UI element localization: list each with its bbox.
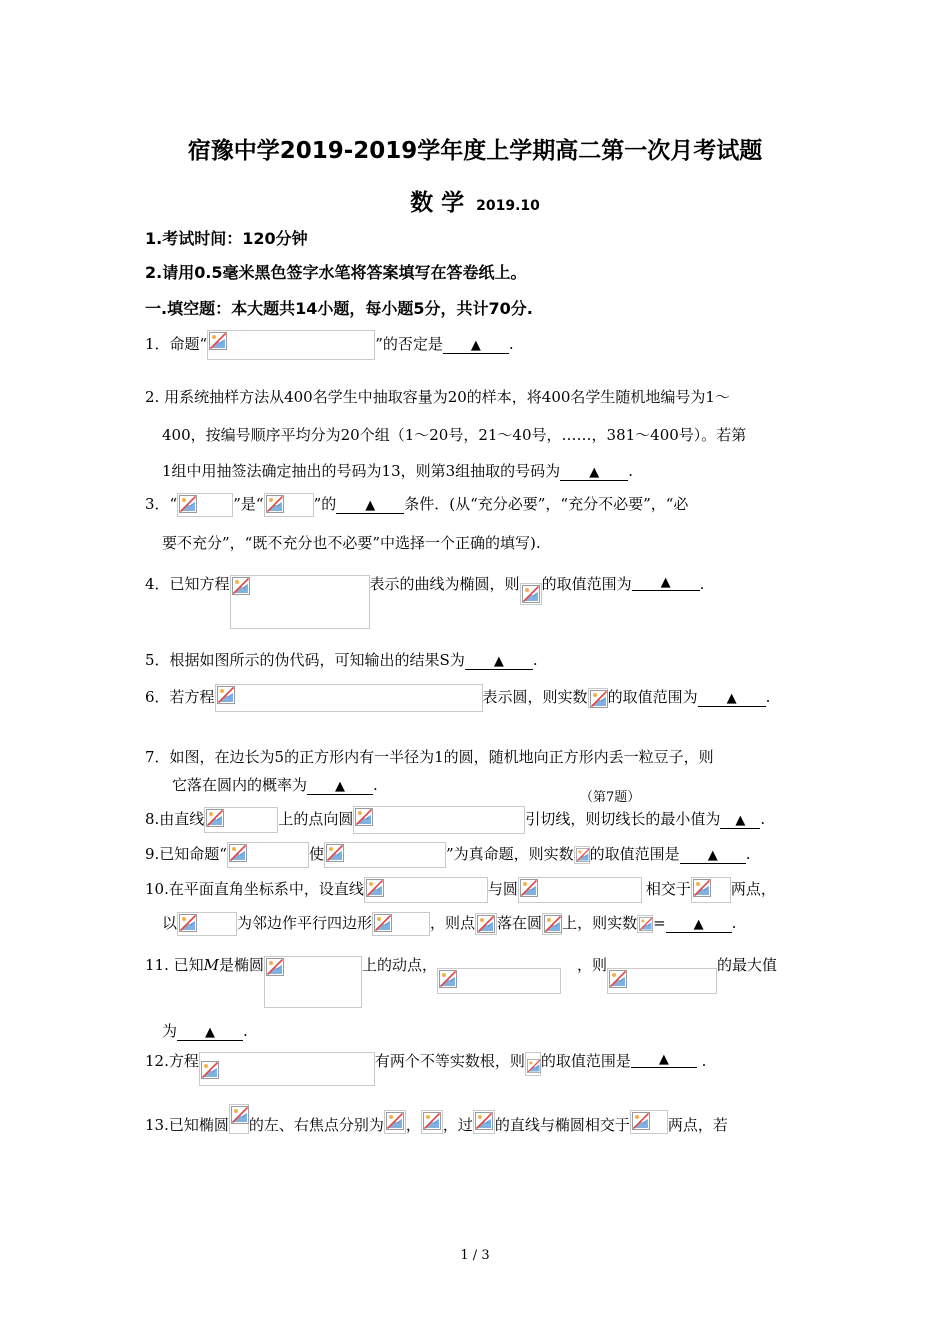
broken-image-icon: [439, 970, 457, 988]
broken-image-icon: [374, 914, 392, 932]
broken-image-icon: [266, 495, 284, 513]
answer-blank: ▲: [307, 779, 373, 795]
broken-image-icon: [266, 958, 284, 976]
broken-image-icon: [475, 1112, 493, 1130]
formula-image: [264, 956, 362, 1008]
broken-image-icon: [544, 915, 562, 933]
question-3-line-1: 3．“ ”是“ ”的 ▲ 条件．(从“充分必要”，“充分不必要”，“必: [145, 493, 688, 517]
broken-image-icon: [232, 577, 250, 595]
answer-blank: ▲: [336, 498, 404, 514]
broken-image-icon: [590, 690, 608, 708]
formula-image: [264, 493, 314, 517]
formula-image: [525, 1052, 541, 1076]
answer-blank: ▲: [632, 575, 700, 591]
formula-image: [384, 1110, 406, 1134]
answer-blank: ▲: [177, 1025, 243, 1041]
broken-image-icon: [639, 917, 653, 931]
broken-image-icon: [179, 914, 197, 932]
broken-image-icon: [520, 879, 538, 897]
question-3-line-2: 要不充分”，“既不充分也不必要”中选择一个正确的填写).: [162, 534, 541, 552]
answer-blank: ▲: [666, 917, 732, 933]
formula-image: [637, 915, 653, 933]
formula-image: [588, 688, 608, 708]
question-6: 6．若方程 表示圆，则实数 的取值范围为 ▲ .: [145, 684, 770, 712]
formula-image: [421, 1110, 443, 1134]
broken-image-icon: [477, 915, 495, 933]
broken-image-icon: [355, 808, 373, 826]
figure-caption: （第7题）: [580, 790, 641, 805]
question-7-line-1: 7．如图，在边长为5的正方形内有一半径为1的圆，随机地向正方形内丢一粒豆子，则: [145, 748, 714, 766]
formula-image: [324, 842, 446, 868]
broken-image-icon: [632, 1112, 650, 1130]
broken-image-icon: [231, 1106, 249, 1124]
broken-image-icon: [201, 1061, 219, 1079]
note-time: 1.考试时间：120分钟: [145, 229, 308, 248]
question-2-line-1: 2. 用系统抽样方法从400名学生中抽取容量为20的样本，将400名学生随机地编号为1～: [145, 388, 730, 406]
note-pen: 2.请用0.5毫米黑色签字水笔将答案填写在答卷纸上。: [145, 263, 527, 282]
formula-image: [475, 913, 497, 935]
broken-image-icon: [326, 844, 344, 862]
broken-image-icon: [423, 1112, 441, 1130]
broken-image-icon: [366, 879, 384, 897]
formula-image: [230, 575, 370, 629]
broken-image-icon: [229, 844, 247, 862]
answer-blank: ▲: [720, 813, 760, 829]
question-13: 13.已知椭圆 的左、右焦点分别为 ， ，过 的直线与椭圆相交于 两点，若: [145, 1104, 728, 1134]
broken-image-icon: [522, 585, 540, 603]
broken-image-icon: [179, 495, 197, 513]
formula-image: [204, 807, 278, 833]
question-2-line-2: 400，按编号顺序平均分为20个组（1～20号，21～40号，……，381～400号）。若第: [162, 426, 747, 444]
subject-label: 数 学: [410, 190, 465, 216]
formula-image: [364, 877, 488, 903]
formula-image: [207, 330, 375, 360]
question-11: 11. 已知M是椭圆 上的动点， ，则 的最大值: [145, 956, 777, 1008]
broken-image-icon: [217, 686, 235, 704]
formula-image: [473, 1110, 495, 1134]
formula-image: [437, 968, 561, 994]
question-2-line-3: 1组中用抽签法确定抽出的号码为13，则第3组抽取的号码为 ▲ .: [162, 462, 633, 480]
answer-blank: ▲: [631, 1052, 697, 1068]
question-4: 4．已知方程 表示的曲线为椭圆，则 的取值范围为 ▲ .: [145, 575, 704, 629]
formula-image: [353, 806, 525, 834]
formula-image: [227, 842, 309, 868]
question-12: 12.方程 有两个不等实数根，则 的取值范围是 ▲ .: [145, 1052, 706, 1086]
formula-image: [229, 1104, 249, 1134]
question-7-line-2: 它落在圆内的概率为 ▲ .: [172, 776, 378, 794]
broken-image-icon: [609, 970, 627, 988]
exam-title: 宿豫中学2019-2019学年度上学期高二第一次月考试题: [187, 138, 763, 164]
broken-image-icon: [206, 809, 224, 827]
broken-image-icon: [693, 879, 711, 897]
formula-image: [542, 913, 562, 935]
page-number: 1 / 3: [460, 1248, 490, 1263]
question-11-line-2: 为 ▲ .: [162, 1022, 248, 1040]
answer-blank: ▲: [443, 338, 509, 354]
answer-blank: ▲: [698, 691, 766, 707]
exam-subtitle: [0, 184, 950, 217]
broken-image-icon: [386, 1112, 404, 1130]
section-header: 一.填空题：本大题共14小题，每小题5分，共计70分.: [145, 299, 533, 318]
answer-blank: ▲: [465, 654, 533, 670]
broken-image-icon: [209, 332, 227, 350]
formula-image: [607, 968, 717, 994]
formula-image: [199, 1052, 375, 1086]
question-9: 9.已知命题“ 使 ”为真命题，则实数 的取值范围是 ▲ .: [145, 842, 750, 868]
question-10-line-1: 10.在平面直角坐标系中，设直线 与圆 相交于 两点，: [145, 877, 776, 903]
formula-image: [691, 877, 731, 903]
question-8: 8.由直线 上的点向圆 引切线，则切线长的最小值为 ▲ .: [145, 806, 765, 834]
formula-image: [518, 877, 642, 903]
broken-image-icon: [576, 848, 590, 862]
answer-blank: ▲: [680, 848, 746, 864]
formula-image: [215, 684, 483, 712]
exam-date: 2019.10: [476, 198, 540, 214]
formula-image: [574, 846, 590, 864]
question-10-line-2: 以 为邻边作平行四边形 ，则点 落在圆 上，则实数 = ▲ .: [162, 912, 736, 936]
answer-blank: ▲: [560, 465, 628, 481]
formula-image: [520, 583, 542, 605]
formula-image: [630, 1110, 668, 1134]
formula-image: [177, 493, 233, 517]
formula-image: [177, 912, 237, 936]
formula-image: [372, 912, 430, 936]
broken-image-icon: [527, 1059, 541, 1073]
question-1: 1．命题“ ”的否定是 ▲ .: [145, 330, 514, 360]
question-5: 5．根据如图所示的伪代码，可知输出的结果S为 ▲ .: [145, 651, 538, 669]
